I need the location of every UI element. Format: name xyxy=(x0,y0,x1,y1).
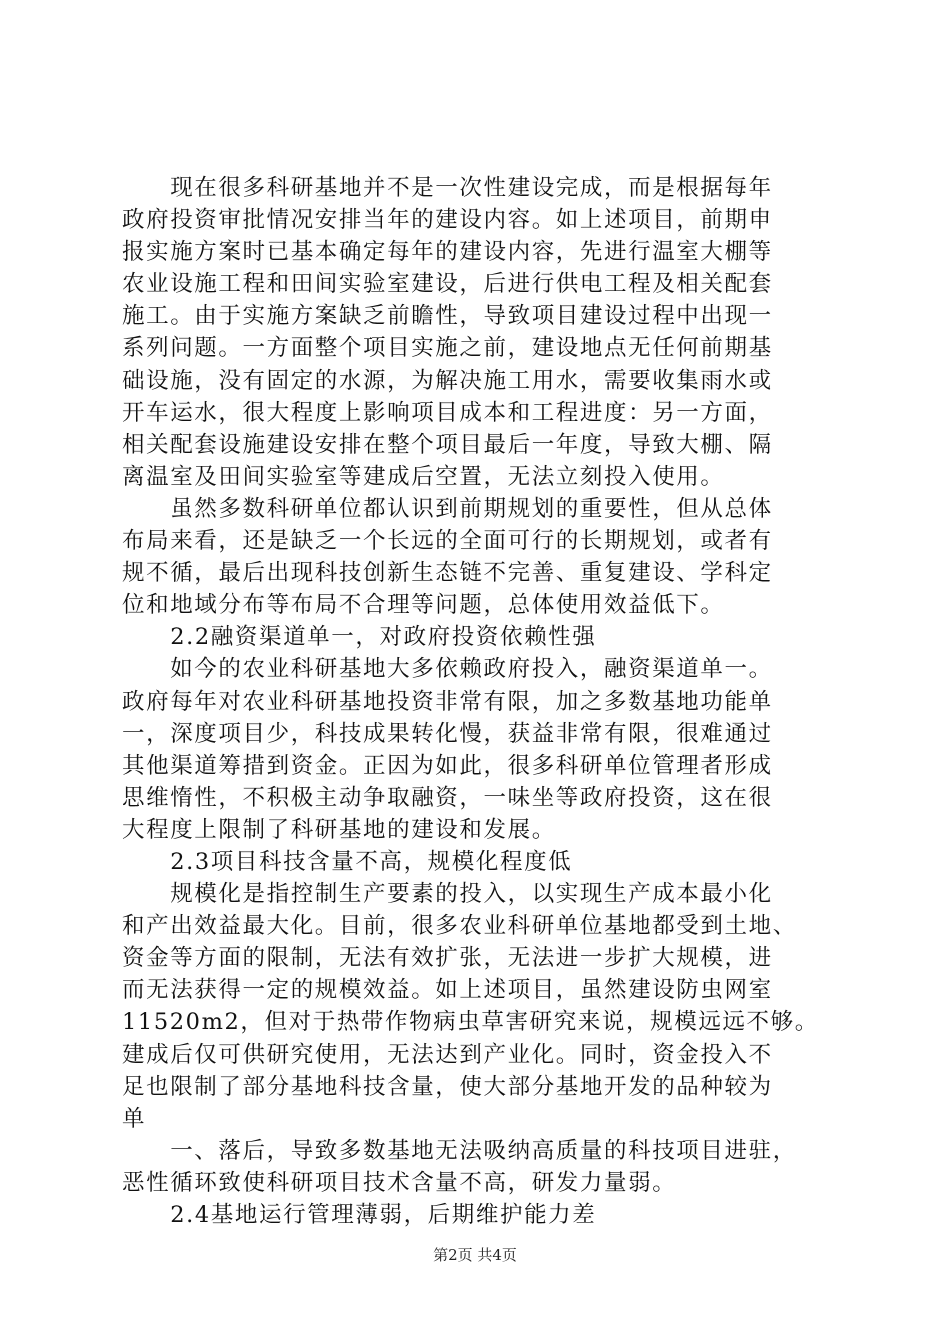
text-line: 资金等方面的限制，无法有效扩张，无法进一步扩大规模，进 xyxy=(122,945,773,972)
text-line: 单 xyxy=(122,1105,147,1132)
text-line: 农业设施工程和田间实验室建设，后进行供电工程及相关配套 xyxy=(122,271,773,298)
text-line: 11520m2，但对于热带作物病虫草害研究来说，规模远远不够。 xyxy=(122,1009,819,1036)
text-line: 现在很多科研基地并不是一次性建设完成，而是根据每年 xyxy=(122,175,773,201)
text-line: 政府每年对农业科研基地投资非常有限，加之多数基地功能单 xyxy=(122,688,773,715)
text-line: 离温室及田间实验室等建成后空置，无法立刻投入使用。 xyxy=(122,463,725,490)
text-line: 位和地域分布等布局不合理等问题，总体使用效益低下。 xyxy=(122,592,725,619)
text-line: 一、落后，导致多数基地无法吸纳高质量的科技项目进驻， xyxy=(122,1137,797,1164)
text-line: 础设施，没有固定的水源，为解决施工用水，需要收集雨水或 xyxy=(122,367,773,394)
text-line: 一，深度项目少，科技成果转化慢，获益非常有限，很难通过 xyxy=(122,720,773,747)
text-line: 2.3项目科技含量不高，规模化程度低 xyxy=(122,848,573,875)
text-line: 规不循，最后出现科技创新生态链不完善、重复建设、学科定 xyxy=(122,560,773,587)
text-line: 建成后仅可供研究使用，无法达到产业化。同时，资金投入不 xyxy=(122,1041,773,1068)
text-line: 思维惰性，不积极主动争取融资，一味坐等政府投资，这在很 xyxy=(122,784,773,811)
text-line: 大程度上限制了科研基地的建设和发展。 xyxy=(122,816,556,843)
text-line: 而无法获得一定的规模效益。如上述项目，虽然建设防虫网室 xyxy=(122,977,773,1004)
text-line: 规模化是指控制生产要素的投入，以实现生产成本最小化 xyxy=(122,881,773,908)
text-line: 2.4基地运行管理薄弱，后期维护能力差 xyxy=(122,1202,597,1228)
text-line: 和产出效益最大化。目前，很多农业科研单位基地都受到土地、 xyxy=(122,913,797,940)
text-line: 政府投资审批情况安排当年的建设内容。如上述项目，前期申 xyxy=(122,207,773,234)
text-line: 相关配套设施建设安排在整个项目最后一年度，导致大棚、隔 xyxy=(122,431,773,458)
document-body xyxy=(122,172,842,1231)
text-line: 布局来看，还是缺乏一个长远的全面可行的长期规划，或者有 xyxy=(122,528,773,555)
text-line: 如今的农业科研基地大多依赖政府投入，融资渠道单一。 xyxy=(122,656,773,683)
text-line: 足也限制了部分基地科技含量，使大部分基地开发的品种较为 xyxy=(122,1073,773,1100)
text-line: 报实施方案时已基本确定每年的建设内容，先进行温室大棚等 xyxy=(122,239,773,266)
text-line: 虽然多数科研单位都认识到前期规划的重要性，但从总体 xyxy=(122,495,773,522)
text-line: 施工。由于实施方案缺乏前瞻性，导致项目建设过程中出现一 xyxy=(122,303,773,330)
text-line: 2.2融资渠道单一，对政府投资依赖性强 xyxy=(122,624,597,651)
text-line: 系列问题。一方面整个项目实施之前，建设地点无任何前期基 xyxy=(122,335,773,362)
text-line: 恶性循环致使科研项目技术含量不高，研发力量弱。 xyxy=(122,1169,677,1196)
text-line: 开车运水，很大程度上影响项目成本和工程进度：另一方面， xyxy=(122,399,773,426)
page-footer: 第2页 共4页 xyxy=(433,1246,517,1264)
text-line: 其他渠道筹措到资金。正因为如此，很多科研单位管理者形成 xyxy=(122,752,773,779)
